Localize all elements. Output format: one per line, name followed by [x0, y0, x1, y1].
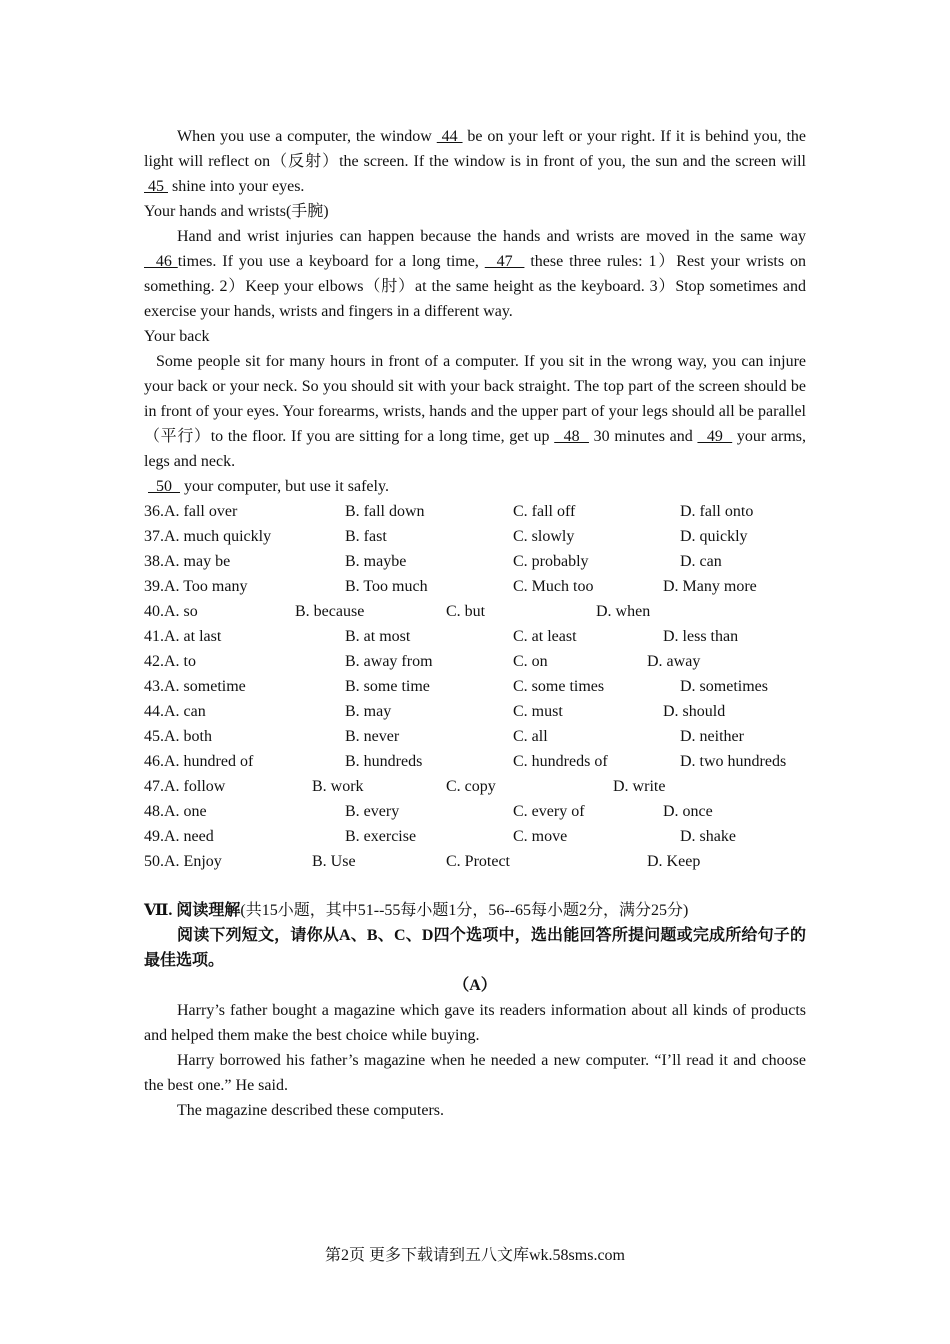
passage-a-label: （A） — [453, 977, 497, 994]
option-a: 49.A. need — [144, 828, 214, 845]
reading-paragraph-3: The magazine described these computers. — [177, 1102, 444, 1119]
option-row-40 — [144, 599, 806, 624]
option-a: 38.A. may be — [144, 553, 231, 570]
option-a: 48.A. one — [144, 803, 207, 820]
option-b: B. work — [312, 778, 364, 795]
option-d: D. can — [680, 553, 722, 570]
blank-45: 45 — [144, 178, 168, 195]
option-c: C. probably — [513, 553, 589, 570]
option-b: B. every — [345, 803, 400, 820]
blank-48: 48 — [554, 428, 589, 445]
option-d: D. fall onto — [680, 503, 754, 520]
option-row-38 — [144, 549, 806, 574]
option-c: C. every of — [513, 803, 585, 820]
option-c: C. some times — [513, 678, 605, 695]
option-c: C. slowly — [513, 528, 575, 545]
blank-44: 44 — [436, 128, 463, 145]
option-d: D. quickly — [680, 528, 748, 545]
option-a: 40.A. so — [144, 603, 198, 620]
section-7-title — [144, 898, 806, 923]
option-d: D. away — [647, 653, 701, 670]
document-page — [144, 124, 806, 1123]
passage-paragraph-hands — [144, 224, 806, 324]
passage-paragraph-closing — [144, 474, 806, 499]
passage-text: be on your left or your right. If it is behind you, the light will reflect on（反射）the screen. If the window is in front of you, the sun and the screen will — [144, 128, 807, 170]
option-c: C. at least — [513, 628, 577, 645]
blank-46: 46 — [144, 253, 178, 270]
passage-text: 30 minutes and — [588, 428, 698, 445]
option-b: B. never — [345, 728, 400, 745]
option-c: C. Much too — [513, 578, 594, 595]
page-footer: 第2页 更多下载请到五八文库wk.58sms.com — [324, 1247, 625, 1264]
passage-text: Some people sit for many hours in front of a computer. If you sit in the wrong way, you can injure your back or your neck. So you should sit with your back straight. The top part of the screen should be in front of your eyes. Your forearms, wrists, hands and the upper part of your legs should all be parallel（平行）to the floor. If you are sitting for a long time, get up — [144, 353, 806, 445]
option-a: 47.A. follow — [144, 778, 226, 795]
reading-paragraph-2: Harry borrowed his father’s magazine when he needed a new computer. “I’ll read it and choose the best one.” He said. — [144, 1052, 806, 1094]
option-d: D. should — [663, 703, 726, 720]
option-c: C. must — [513, 703, 563, 720]
option-b: B. fast — [345, 528, 387, 545]
option-b: B. Too much — [345, 578, 428, 595]
passage-text: your computer, but use it safely. — [180, 478, 389, 495]
option-a: 46.A. hundred of — [144, 753, 254, 770]
option-row-50 — [144, 849, 806, 874]
blank-50: 50 — [148, 478, 180, 495]
option-a: 37.A. much quickly — [144, 528, 272, 545]
blank-47: 47 — [484, 253, 525, 270]
option-d: D. write — [613, 778, 666, 795]
option-a: 43.A. sometime — [144, 678, 246, 695]
option-c: C. all — [513, 728, 548, 745]
option-b: B. away from — [345, 653, 433, 670]
option-c: C. Protect — [446, 853, 510, 870]
option-row-37 — [144, 524, 806, 549]
option-d: D. Keep — [647, 853, 701, 870]
option-b: B. hundreds — [345, 753, 423, 770]
passage-text: When you use a computer, the window — [177, 128, 437, 145]
option-row-39 — [144, 574, 806, 599]
option-a: 44.A. can — [144, 703, 206, 720]
subheading-back: Your back — [144, 328, 210, 345]
option-row-49 — [144, 824, 806, 849]
option-a: 36.A. fall over — [144, 503, 238, 520]
option-row-44 — [144, 699, 806, 724]
option-row-47 — [144, 774, 806, 799]
option-a: 41.A. at last — [144, 628, 222, 645]
passage-text: times. If you use a keyboard for a long time, — [177, 253, 485, 270]
option-d: D. shake — [680, 828, 736, 845]
option-row-41 — [144, 624, 806, 649]
option-a: 42.A. to — [144, 653, 196, 670]
option-c: C. fall off — [513, 503, 576, 520]
option-c: C. copy — [446, 778, 496, 795]
option-a: 50.A. Enjoy — [144, 853, 222, 870]
option-d: D. once — [663, 803, 713, 820]
subheading-hands-wrists: Your hands and wrists(手腕) — [144, 203, 329, 220]
reading-paragraph-1: Harry’s father bought a magazine which gave its readers information about all kinds of products and helped them make the best choice while buying. — [144, 1002, 806, 1044]
passage-paragraph-back — [144, 349, 806, 474]
option-b: B. Use — [312, 853, 356, 870]
option-c: C. move — [513, 828, 568, 845]
option-a: 45.A. both — [144, 728, 212, 745]
option-b: B. maybe — [345, 553, 407, 570]
option-c: C. but — [446, 603, 486, 620]
passage-text: shine into your eyes. — [168, 178, 305, 195]
option-b: B. fall down — [345, 503, 425, 520]
option-d: D. two hundreds — [680, 753, 787, 770]
passage-paragraph-window — [144, 124, 806, 199]
option-row-43 — [144, 674, 806, 699]
option-c: C. on — [513, 653, 548, 670]
option-b: B. at most — [345, 628, 411, 645]
option-c: C. hundreds of — [513, 753, 608, 770]
blank-49: 49 — [697, 428, 733, 445]
option-a: 39.A. Too many — [144, 578, 248, 595]
section-7-label: Ⅶ. 阅读理解 — [144, 902, 241, 919]
option-row-42 — [144, 649, 806, 674]
section-7-scoring: (共15小题，其中51--55每小题1分，56--65每小题2分，满分25分) — [240, 902, 689, 919]
option-row-48 — [144, 799, 806, 824]
section-7-instruction: 阅读下列短文，请你从A、B、C、D四个选项中，选出能回答所提问题或完成所给句子的最佳选项。 — [144, 927, 806, 969]
option-row-46 — [144, 749, 806, 774]
option-b: B. some time — [345, 678, 430, 695]
options-list — [144, 499, 806, 874]
passage-text: your arms, legs and neck. — [144, 428, 806, 470]
passage-text: Hand and wrist injuries can happen because the hands and wrists are moved in the same way — [177, 228, 806, 245]
option-row-36 — [144, 499, 806, 524]
option-d: D. Many more — [663, 578, 757, 595]
option-d: D. neither — [680, 728, 744, 745]
option-b: B. because — [295, 603, 365, 620]
option-row-45 — [144, 724, 806, 749]
option-d: D. less than — [663, 628, 739, 645]
option-b: B. may — [345, 703, 392, 720]
passage-text: these three rules: 1）Rest your wrists on something. 2）Keep your elbows（肘）at the same height as the keyboard. 3）Stop sometimes and exercise your hands, wrists and fingers in a different way. — [144, 253, 807, 320]
option-d: D. when — [596, 603, 651, 620]
option-b: B. exercise — [345, 828, 417, 845]
option-d: D. sometimes — [680, 678, 768, 695]
